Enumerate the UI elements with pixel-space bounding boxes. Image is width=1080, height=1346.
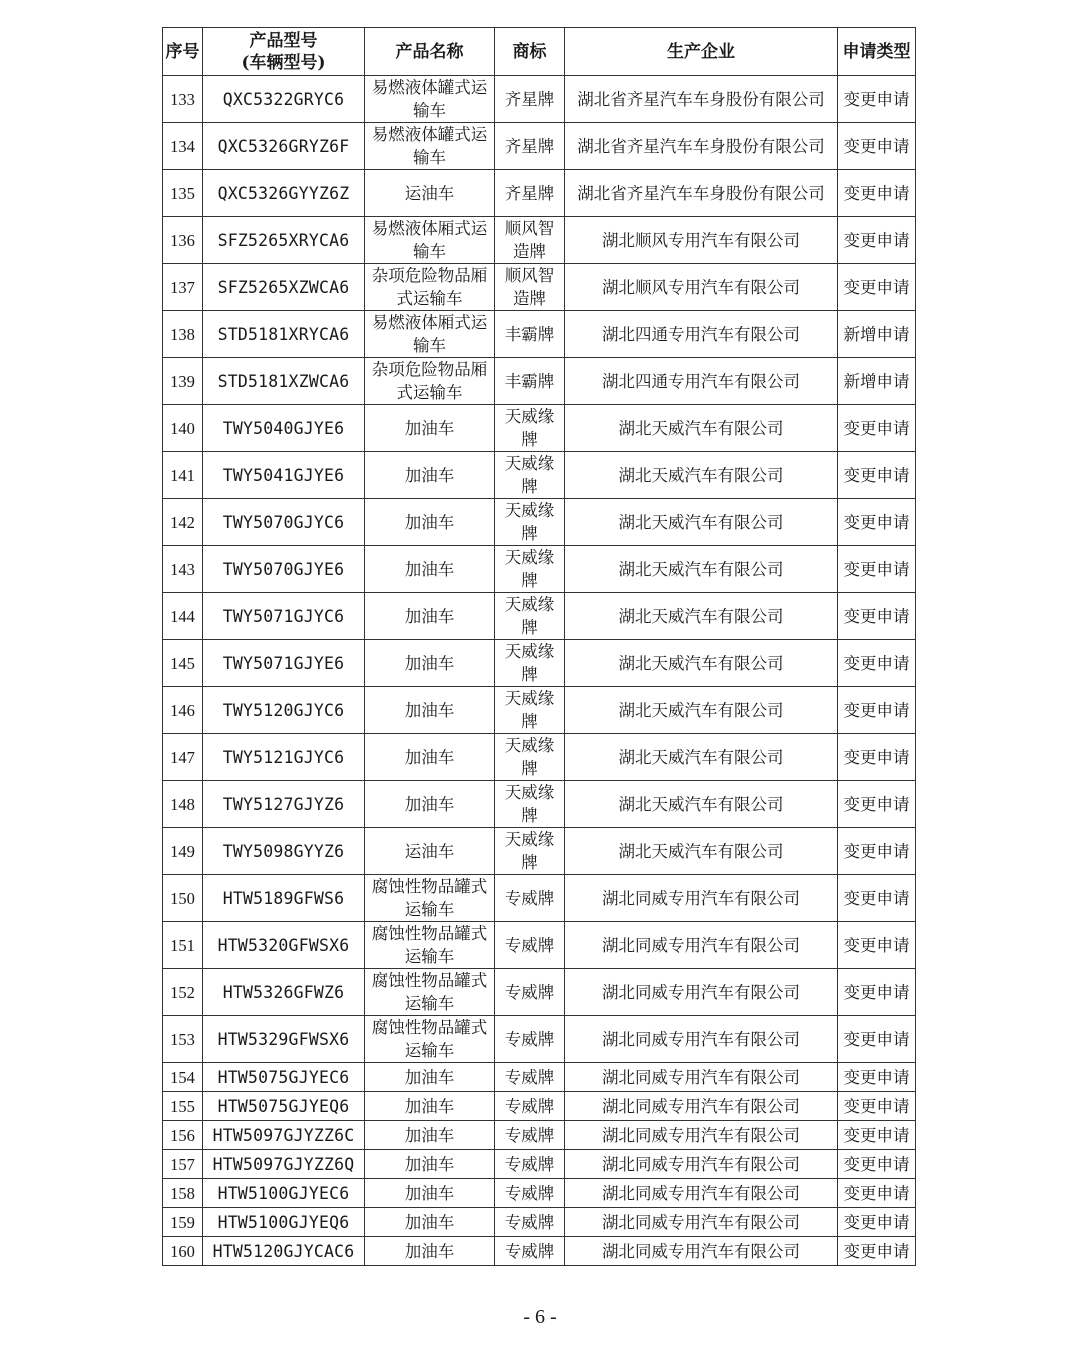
cell-type: 变更申请 (838, 781, 916, 828)
header-type: 申请类型 (838, 28, 916, 76)
cell-company: 湖北同威专用汽车有限公司 (565, 1121, 838, 1150)
cell-brand: 专威牌 (495, 922, 565, 969)
cell-name: 易燃液体厢式运输车 (365, 311, 495, 358)
cell-company: 湖北天威汽车有限公司 (565, 452, 838, 499)
cell-type: 变更申请 (838, 1121, 916, 1150)
table-row (163, 1179, 916, 1208)
cell-no: 158 (163, 1179, 203, 1208)
cell-type: 变更申请 (838, 499, 916, 546)
table-row (163, 123, 916, 170)
cell-name: 加油车 (365, 1121, 495, 1150)
cell-model: HTW5189GFWS6 (203, 875, 365, 922)
cell-no: 156 (163, 1121, 203, 1150)
cell-brand: 专威牌 (495, 1150, 565, 1179)
cell-company: 湖北四通专用汽车有限公司 (565, 311, 838, 358)
cell-name: 加油车 (365, 687, 495, 734)
cell-model: TWY5071GJYC6 (203, 593, 365, 640)
cell-brand: 天威缘牌 (495, 734, 565, 781)
cell-model: HTW5120GJYCAC6 (203, 1237, 365, 1266)
cell-model: TWY5127GJYZ6 (203, 781, 365, 828)
cell-model: HTW5075GJYEC6 (203, 1063, 365, 1092)
cell-name: 腐蚀性物品罐式运输车 (365, 969, 495, 1016)
table-row (163, 311, 916, 358)
cell-model: TWY5121GJYC6 (203, 734, 365, 781)
cell-no: 134 (163, 123, 203, 170)
cell-model: STD5181XRYCA6 (203, 311, 365, 358)
cell-model: HTW5320GFWSX6 (203, 922, 365, 969)
table-row (163, 875, 916, 922)
header-brand: 商标 (495, 28, 565, 76)
cell-brand: 天威缘牌 (495, 405, 565, 452)
header-company: 生产企业 (565, 28, 838, 76)
cell-company: 湖北顺风专用汽车有限公司 (565, 264, 838, 311)
cell-company: 湖北天威汽车有限公司 (565, 593, 838, 640)
cell-no: 159 (163, 1208, 203, 1237)
table-row (163, 1121, 916, 1150)
cell-no: 155 (163, 1092, 203, 1121)
table-row (163, 217, 916, 264)
cell-type: 变更申请 (838, 1150, 916, 1179)
cell-company: 湖北天威汽车有限公司 (565, 640, 838, 687)
cell-no: 146 (163, 687, 203, 734)
cell-company: 湖北天威汽车有限公司 (565, 499, 838, 546)
cell-brand: 专威牌 (495, 1092, 565, 1121)
cell-name: 加油车 (365, 781, 495, 828)
cell-brand: 专威牌 (495, 875, 565, 922)
header-model: 产品型号 (车辆型号) (203, 28, 365, 76)
cell-model: QXC5322GRYC6 (203, 76, 365, 123)
cell-model: TWY5070GJYC6 (203, 499, 365, 546)
table-row (163, 1208, 916, 1237)
cell-type: 变更申请 (838, 875, 916, 922)
cell-type: 变更申请 (838, 546, 916, 593)
table-row (163, 969, 916, 1016)
table-row (163, 546, 916, 593)
cell-company: 湖北同威专用汽车有限公司 (565, 1237, 838, 1266)
cell-name: 加油车 (365, 1208, 495, 1237)
cell-name: 杂项危险物品厢式运输车 (365, 264, 495, 311)
cell-no: 148 (163, 781, 203, 828)
cell-company: 湖北同威专用汽车有限公司 (565, 1092, 838, 1121)
cell-type: 变更申请 (838, 593, 916, 640)
cell-company: 湖北省齐星汽车车身股份有限公司 (565, 76, 838, 123)
cell-no: 150 (163, 875, 203, 922)
cell-brand: 齐星牌 (495, 76, 565, 123)
table-row (163, 170, 916, 217)
cell-no: 157 (163, 1150, 203, 1179)
table-row (163, 640, 916, 687)
cell-model: HTW5100GJYEC6 (203, 1179, 365, 1208)
cell-name: 加油车 (365, 1237, 495, 1266)
cell-model: TWY5040GJYE6 (203, 405, 365, 452)
cell-type: 变更申请 (838, 969, 916, 1016)
cell-brand: 天威缘牌 (495, 452, 565, 499)
cell-company: 湖北同威专用汽车有限公司 (565, 1063, 838, 1092)
cell-type: 变更申请 (838, 640, 916, 687)
cell-no: 137 (163, 264, 203, 311)
cell-type: 变更申请 (838, 1016, 916, 1063)
table-row (163, 1150, 916, 1179)
cell-brand: 专威牌 (495, 1208, 565, 1237)
cell-type: 变更申请 (838, 123, 916, 170)
cell-type: 新增申请 (838, 311, 916, 358)
cell-no: 138 (163, 311, 203, 358)
vehicle-application-table (162, 27, 916, 1266)
cell-no: 153 (163, 1016, 203, 1063)
cell-company: 湖北同威专用汽车有限公司 (565, 875, 838, 922)
cell-type: 变更申请 (838, 828, 916, 875)
cell-company: 湖北同威专用汽车有限公司 (565, 1150, 838, 1179)
cell-name: 腐蚀性物品罐式运输车 (365, 875, 495, 922)
header-name: 产品名称 (365, 28, 495, 76)
cell-type: 变更申请 (838, 1179, 916, 1208)
cell-company: 湖北省齐星汽车车身股份有限公司 (565, 123, 838, 170)
cell-model: HTW5075GJYEQ6 (203, 1092, 365, 1121)
cell-name: 加油车 (365, 734, 495, 781)
table-row (163, 593, 916, 640)
cell-name: 易燃液体厢式运输车 (365, 217, 495, 264)
cell-brand: 天威缘牌 (495, 640, 565, 687)
cell-company: 湖北天威汽车有限公司 (565, 546, 838, 593)
cell-model: HTW5100GJYEQ6 (203, 1208, 365, 1237)
cell-brand: 专威牌 (495, 1121, 565, 1150)
cell-model: TWY5070GJYE6 (203, 546, 365, 593)
cell-brand: 专威牌 (495, 1237, 565, 1266)
cell-no: 160 (163, 1237, 203, 1266)
cell-name: 腐蚀性物品罐式运输车 (365, 922, 495, 969)
cell-brand: 天威缘牌 (495, 828, 565, 875)
cell-brand: 齐星牌 (495, 170, 565, 217)
cell-type: 变更申请 (838, 452, 916, 499)
cell-company: 湖北省齐星汽车车身股份有限公司 (565, 170, 838, 217)
cell-name: 杂项危险物品厢式运输车 (365, 358, 495, 405)
table-row (163, 76, 916, 123)
cell-company: 湖北天威汽车有限公司 (565, 781, 838, 828)
cell-company: 湖北天威汽车有限公司 (565, 828, 838, 875)
cell-brand: 专威牌 (495, 1016, 565, 1063)
header-row (163, 28, 916, 76)
header-no: 序号 (163, 28, 203, 76)
table-row (163, 781, 916, 828)
cell-no: 147 (163, 734, 203, 781)
cell-model: STD5181XZWCA6 (203, 358, 365, 405)
cell-no: 142 (163, 499, 203, 546)
table-row (163, 1016, 916, 1063)
cell-no: 154 (163, 1063, 203, 1092)
cell-company: 湖北同威专用汽车有限公司 (565, 1208, 838, 1237)
cell-model: TWY5120GJYC6 (203, 687, 365, 734)
cell-brand: 天威缘牌 (495, 593, 565, 640)
cell-model: TWY5041GJYE6 (203, 452, 365, 499)
cell-company: 湖北顺风专用汽车有限公司 (565, 217, 838, 264)
cell-model: HTW5329GFWSX6 (203, 1016, 365, 1063)
table-body (163, 76, 916, 1266)
cell-company: 湖北同威专用汽车有限公司 (565, 969, 838, 1016)
cell-name: 加油车 (365, 1092, 495, 1121)
table-row (163, 922, 916, 969)
cell-type: 变更申请 (838, 405, 916, 452)
cell-company: 湖北天威汽车有限公司 (565, 734, 838, 781)
cell-model: TWY5071GJYE6 (203, 640, 365, 687)
cell-model: TWY5098GYYZ6 (203, 828, 365, 875)
cell-brand: 天威缘牌 (495, 687, 565, 734)
table-row (163, 734, 916, 781)
cell-no: 136 (163, 217, 203, 264)
cell-no: 140 (163, 405, 203, 452)
cell-name: 易燃液体罐式运输车 (365, 76, 495, 123)
cell-name: 运油车 (365, 828, 495, 875)
table-row (163, 687, 916, 734)
cell-no: 139 (163, 358, 203, 405)
cell-name: 加油车 (365, 1179, 495, 1208)
table-row (163, 405, 916, 452)
cell-company: 湖北同威专用汽车有限公司 (565, 1179, 838, 1208)
cell-no: 152 (163, 969, 203, 1016)
cell-brand: 专威牌 (495, 1063, 565, 1092)
cell-model: HTW5326GFWZ6 (203, 969, 365, 1016)
cell-name: 加油车 (365, 546, 495, 593)
cell-type: 变更申请 (838, 170, 916, 217)
cell-name: 加油车 (365, 499, 495, 546)
cell-name: 加油车 (365, 640, 495, 687)
cell-type: 变更申请 (838, 217, 916, 264)
table-row (163, 358, 916, 405)
cell-type: 变更申请 (838, 264, 916, 311)
cell-type: 变更申请 (838, 76, 916, 123)
cell-model: HTW5097GJYZZ6Q (203, 1150, 365, 1179)
cell-company: 湖北同威专用汽车有限公司 (565, 1016, 838, 1063)
cell-company: 湖北天威汽车有限公司 (565, 405, 838, 452)
cell-company: 湖北天威汽车有限公司 (565, 687, 838, 734)
cell-type: 变更申请 (838, 1237, 916, 1266)
cell-brand: 丰霸牌 (495, 311, 565, 358)
cell-brand: 齐星牌 (495, 123, 565, 170)
cell-brand: 顺风智造牌 (495, 217, 565, 264)
cell-name: 加油车 (365, 1063, 495, 1092)
cell-brand: 丰霸牌 (495, 358, 565, 405)
cell-no: 151 (163, 922, 203, 969)
cell-type: 变更申请 (838, 1208, 916, 1237)
page-number: - 6 - (523, 1306, 557, 1328)
cell-type: 变更申请 (838, 1063, 916, 1092)
cell-brand: 天威缘牌 (495, 781, 565, 828)
table-row (163, 828, 916, 875)
cell-model: SFZ5265XRYCA6 (203, 217, 365, 264)
cell-type: 变更申请 (838, 687, 916, 734)
cell-no: 145 (163, 640, 203, 687)
cell-brand: 专威牌 (495, 1179, 565, 1208)
cell-model: QXC5326GYYZ6Z (203, 170, 365, 217)
table-row (163, 499, 916, 546)
cell-model: HTW5097GJYZZ6C (203, 1121, 365, 1150)
cell-name: 加油车 (365, 593, 495, 640)
cell-brand: 顺风智造牌 (495, 264, 565, 311)
cell-type: 变更申请 (838, 1092, 916, 1121)
cell-no: 133 (163, 76, 203, 123)
cell-type: 变更申请 (838, 734, 916, 781)
cell-no: 135 (163, 170, 203, 217)
cell-type: 变更申请 (838, 922, 916, 969)
cell-company: 湖北四通专用汽车有限公司 (565, 358, 838, 405)
cell-model: QXC5326GRYZ6F (203, 123, 365, 170)
cell-company: 湖北同威专用汽车有限公司 (565, 922, 838, 969)
cell-no: 143 (163, 546, 203, 593)
cell-name: 加油车 (365, 405, 495, 452)
cell-name: 易燃液体罐式运输车 (365, 123, 495, 170)
cell-no: 149 (163, 828, 203, 875)
cell-name: 运油车 (365, 170, 495, 217)
cell-no: 141 (163, 452, 203, 499)
cell-name: 加油车 (365, 452, 495, 499)
cell-brand: 天威缘牌 (495, 499, 565, 546)
cell-type: 新增申请 (838, 358, 916, 405)
cell-name: 加油车 (365, 1150, 495, 1179)
cell-brand: 天威缘牌 (495, 546, 565, 593)
table-row (163, 1063, 916, 1092)
cell-model: SFZ5265XZWCA6 (203, 264, 365, 311)
cell-name: 腐蚀性物品罐式运输车 (365, 1016, 495, 1063)
table-row (163, 264, 916, 311)
table-row (163, 1092, 916, 1121)
table-row (163, 452, 916, 499)
cell-no: 144 (163, 593, 203, 640)
cell-brand: 专威牌 (495, 969, 565, 1016)
table-row (163, 1237, 916, 1266)
